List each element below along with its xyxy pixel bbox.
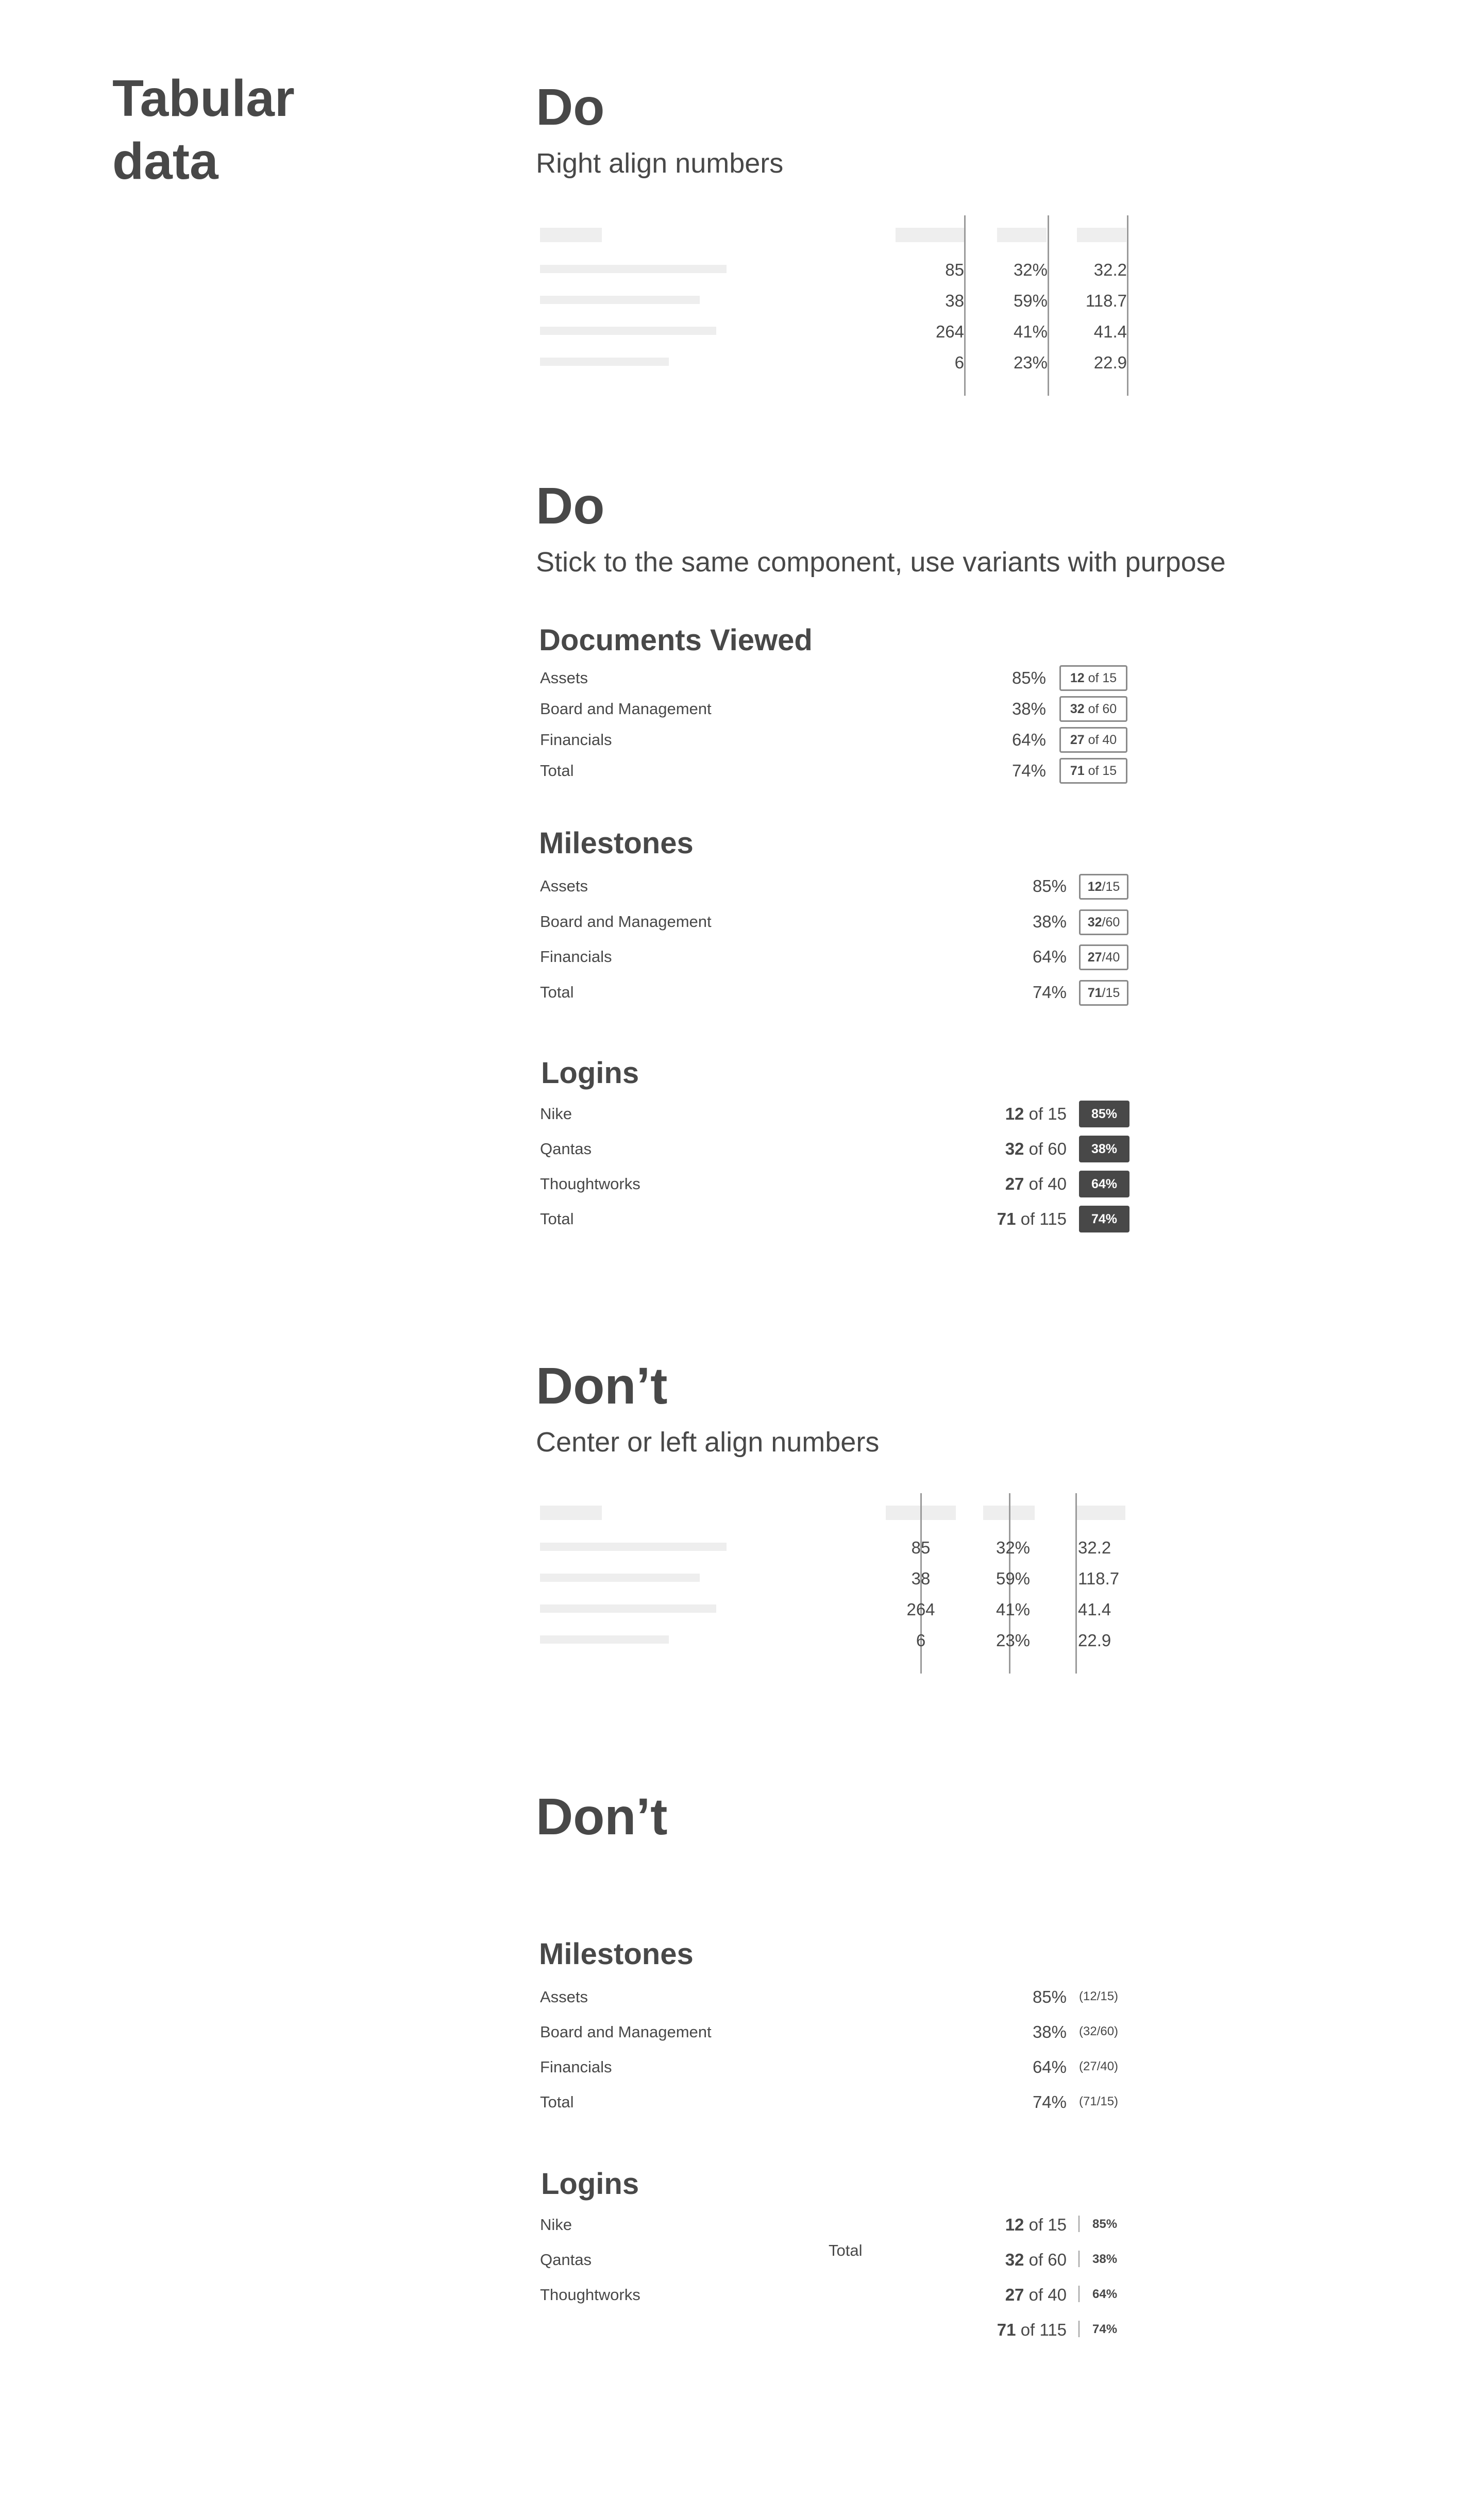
badge-count: 71 — [1087, 985, 1102, 1000]
placeholder-header — [1077, 228, 1126, 242]
placeholder-row — [540, 1543, 727, 1551]
count-total: of 115 — [1020, 2320, 1067, 2339]
count-total: of 15 — [1028, 1104, 1067, 1123]
count-value: 32 — [1005, 1139, 1024, 1158]
count-value: 27 — [1005, 1174, 1024, 1193]
number-cell: 22.9 — [1093, 353, 1127, 372]
total-label: Total — [829, 2241, 863, 2259]
placeholder-row — [540, 327, 716, 335]
row-percent: 85% — [1032, 1987, 1067, 2006]
count-value: 27 — [1005, 2285, 1024, 2304]
row-percent: 85% — [1011, 668, 1046, 687]
row-percent: 74% — [1032, 983, 1067, 1002]
row-label: Thoughtworks — [540, 1175, 640, 1193]
row-label: Assets — [540, 877, 588, 895]
card-title: Milestones — [539, 1937, 694, 1971]
section-title: Don’t — [536, 1788, 668, 1846]
count-value: 32 — [1005, 2250, 1024, 2269]
row-label: Qantas — [540, 1140, 592, 1158]
count-total: of 60 — [1028, 1139, 1067, 1158]
count-fraction — [964, 2216, 1067, 2233]
count-value: 12 — [1005, 2215, 1024, 2234]
row-label: Board and Management — [540, 913, 712, 931]
row-label: Qantas — [540, 2251, 592, 2269]
row-label: Assets — [540, 1988, 588, 2006]
badge-total: /15 — [1102, 879, 1120, 894]
count-total: of 115 — [1020, 1209, 1067, 1228]
percent-value: 74% — [1092, 2322, 1118, 2336]
percent-value: 38% — [1092, 2252, 1118, 2266]
row-label: Total — [540, 2093, 574, 2111]
placeholder-row — [540, 265, 727, 273]
number-cell: 264 — [935, 322, 964, 341]
count-total: of 15 — [1028, 2215, 1067, 2234]
row-percent: 64% — [1032, 2057, 1067, 2076]
row-label: Total — [540, 762, 574, 780]
number-cell: 41.4 — [1078, 1600, 1111, 1619]
section-subtitle: Center or left align numbers — [536, 1427, 880, 1458]
row-label: Nike — [540, 2216, 572, 2234]
row-label: Board and Management — [540, 700, 712, 718]
count-value: 71 — [997, 2320, 1016, 2339]
badge-total: of 15 — [1088, 763, 1117, 778]
row-label: Financials — [540, 2058, 612, 2076]
badge-total: /60 — [1102, 915, 1120, 930]
number-cell: 41.4 — [1093, 322, 1127, 341]
number-cell: 118.7 — [1085, 291, 1127, 310]
number-cell: 85 — [911, 1538, 931, 1557]
card-title: Documents Viewed — [539, 623, 813, 657]
number-cell: 38 — [911, 1569, 931, 1588]
count-value: 12 — [1005, 1104, 1024, 1123]
placeholder-header — [540, 1506, 602, 1520]
placeholder-row — [540, 1635, 669, 1644]
badge-count: 12 — [1087, 879, 1102, 894]
number-cell: 32% — [1013, 260, 1048, 279]
number-cell: 23% — [996, 1631, 1031, 1650]
number-cell: 118.7 — [1078, 1569, 1120, 1588]
number-cell: 41% — [1013, 322, 1048, 341]
section-subtitle: Stick to the same component, use variants with purpose — [536, 547, 1226, 578]
count-fraction — [964, 1210, 1067, 1227]
number-cell: 32% — [996, 1538, 1031, 1557]
count-badge — [1079, 874, 1128, 900]
count-total: of 40 — [1028, 1174, 1067, 1193]
percent-value: 85% — [1092, 2217, 1118, 2231]
placeholder-header — [997, 228, 1047, 242]
badge-total: of 60 — [1088, 701, 1117, 716]
divider — [1078, 2321, 1080, 2337]
placeholder-row — [540, 1604, 716, 1613]
number-cell: 6 — [916, 1631, 926, 1650]
placeholder-row — [540, 358, 669, 366]
badge-count: 27 — [1070, 732, 1085, 747]
row-label: Financials — [540, 948, 612, 966]
alignment-guide — [1075, 1493, 1077, 1674]
percent-badge: 38% — [1079, 1136, 1129, 1162]
placeholder-header — [896, 228, 966, 242]
count-parenthetical: (71/15) — [1079, 2094, 1119, 2108]
page-title-line-2: data — [112, 132, 218, 190]
divider — [1078, 2216, 1080, 2232]
page-title-line-1: Tabular — [112, 70, 295, 127]
percent-badge: 64% — [1079, 1171, 1129, 1197]
row-percent: 38% — [1032, 2022, 1067, 2041]
count-badge — [1059, 727, 1127, 753]
alignment-guide — [1127, 215, 1128, 396]
count-fraction — [964, 1140, 1067, 1157]
number-cell: 32.2 — [1093, 260, 1127, 279]
divider — [1078, 2286, 1080, 2302]
page-title — [112, 67, 295, 193]
badge-total: /40 — [1102, 950, 1120, 965]
row-label: Board and Management — [540, 2023, 712, 2041]
badge-total: of 15 — [1088, 670, 1117, 685]
row-percent: 38% — [1032, 912, 1067, 931]
badge-count: 32 — [1087, 915, 1102, 930]
count-fraction — [964, 2321, 1067, 2338]
percent-badge: 74% — [1079, 1206, 1129, 1232]
percent-badge: 85% — [1079, 1101, 1129, 1127]
row-label: Thoughtworks — [540, 2286, 640, 2304]
number-cell: 22.9 — [1078, 1631, 1111, 1650]
count-badge — [1059, 696, 1127, 722]
divider — [1078, 2251, 1080, 2267]
number-cell: 264 — [906, 1600, 935, 1619]
count-badge — [1079, 909, 1128, 935]
number-cell: 41% — [996, 1600, 1031, 1619]
row-label: Nike — [540, 1105, 572, 1123]
badge-count: 12 — [1070, 670, 1085, 685]
number-cell: 23% — [1013, 353, 1048, 372]
placeholder-header — [540, 228, 602, 242]
row-percent: 64% — [1032, 947, 1067, 966]
count-parenthetical: (12/15) — [1079, 1989, 1119, 2003]
section-title: Don’t — [536, 1357, 668, 1415]
row-percent: 74% — [1011, 761, 1046, 780]
number-cell: 59% — [996, 1569, 1031, 1588]
count-total: of 40 — [1028, 2285, 1067, 2304]
number-cell: 85 — [945, 260, 964, 279]
count-badge — [1079, 944, 1128, 970]
percent-value: 64% — [1092, 2287, 1118, 2301]
count-fraction — [964, 2251, 1067, 2268]
row-label: Total — [540, 1210, 574, 1228]
count-fraction — [964, 2286, 1067, 2303]
row-percent: 64% — [1011, 730, 1046, 749]
count-badge — [1079, 980, 1128, 1006]
badge-count: 32 — [1070, 701, 1085, 716]
placeholder-row — [540, 296, 700, 304]
placeholder-header — [1076, 1506, 1125, 1520]
number-cell: 32.2 — [1078, 1538, 1111, 1557]
card-title: Logins — [541, 1056, 639, 1090]
row-label: Assets — [540, 669, 588, 687]
section-title: Do — [536, 477, 605, 535]
row-percent: 38% — [1011, 699, 1046, 718]
count-badge — [1059, 758, 1127, 784]
count-value: 71 — [997, 1209, 1016, 1228]
number-cell: 6 — [954, 353, 964, 372]
number-cell: 38 — [945, 291, 964, 310]
section-title: Do — [536, 78, 605, 136]
count-parenthetical: (27/40) — [1079, 2059, 1119, 2073]
card-title: Milestones — [539, 826, 694, 860]
number-cell: 59% — [1013, 291, 1048, 310]
badge-count: 27 — [1087, 950, 1102, 965]
count-total: of 60 — [1028, 2250, 1067, 2269]
count-fraction — [964, 1105, 1067, 1122]
badge-count: 71 — [1070, 763, 1085, 778]
row-percent: 85% — [1032, 876, 1067, 896]
count-parenthetical: (32/60) — [1079, 2024, 1119, 2038]
placeholder-row — [540, 1574, 700, 1582]
count-fraction — [964, 1175, 1067, 1192]
card-title: Logins — [541, 2167, 639, 2201]
row-label: Total — [540, 983, 574, 1001]
row-percent: 74% — [1032, 2092, 1067, 2112]
count-badge — [1059, 665, 1127, 691]
row-label: Financials — [540, 731, 612, 749]
section-subtitle: Right align numbers — [536, 148, 784, 179]
badge-total: of 40 — [1088, 732, 1117, 747]
badge-total: /15 — [1102, 985, 1120, 1000]
